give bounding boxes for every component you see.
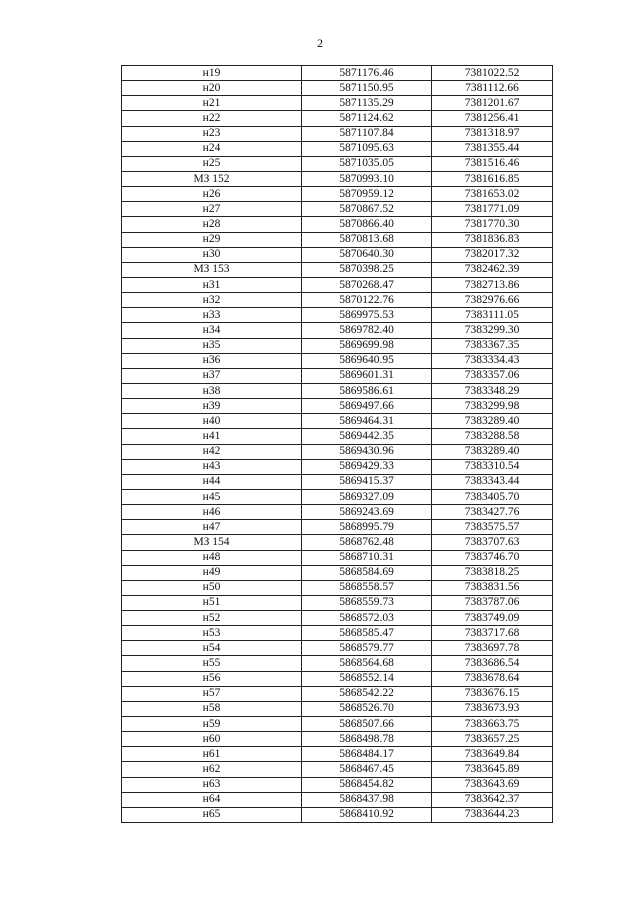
table-row [122, 353, 553, 368]
y-coordinate-cell: 7383288.58 [432, 429, 553, 444]
point-name-cell: н52 [122, 611, 302, 626]
y-coordinate-cell: 7383818.25 [432, 565, 553, 580]
point-name-cell: н57 [122, 686, 302, 701]
y-coordinate-cell: 7382976.66 [432, 293, 553, 308]
table-row [122, 338, 553, 353]
y-coordinate-cell: 7383575.57 [432, 520, 553, 535]
table-row [122, 505, 553, 520]
table-row [122, 232, 553, 247]
x-coordinate-cell: 5871035.05 [302, 156, 432, 171]
point-name-cell: н33 [122, 308, 302, 323]
table-row [122, 81, 553, 96]
table-row [122, 399, 553, 414]
point-name-cell: н65 [122, 807, 302, 822]
x-coordinate-cell: 5869586.61 [302, 383, 432, 398]
x-coordinate-cell: 5868437.98 [302, 792, 432, 807]
x-coordinate-cell: 5871124.62 [302, 111, 432, 126]
x-coordinate-cell: 5868585.47 [302, 626, 432, 641]
x-coordinate-cell: 5870867.52 [302, 202, 432, 217]
x-coordinate-cell: 5869699.98 [302, 338, 432, 353]
table-row [122, 792, 553, 807]
table-row [122, 686, 553, 701]
point-name-cell: МЗ 153 [122, 262, 302, 277]
x-coordinate-cell: 5869497.66 [302, 399, 432, 414]
x-coordinate-cell: 5870959.12 [302, 187, 432, 202]
y-coordinate-cell: 7383357.06 [432, 368, 553, 383]
point-name-cell: н28 [122, 217, 302, 232]
point-name-cell: н40 [122, 414, 302, 429]
y-coordinate-cell: 7383289.40 [432, 444, 553, 459]
y-coordinate-cell: 7383787.06 [432, 595, 553, 610]
y-coordinate-cell: 7381256.41 [432, 111, 553, 126]
y-coordinate-cell: 7383678.64 [432, 671, 553, 686]
y-coordinate-cell: 7383707.63 [432, 535, 553, 550]
y-coordinate-cell: 7381355.44 [432, 141, 553, 156]
point-name-cell: н37 [122, 368, 302, 383]
point-name-cell: н45 [122, 489, 302, 504]
point-name-cell: н41 [122, 429, 302, 444]
point-name-cell: н44 [122, 474, 302, 489]
x-coordinate-cell: 5869464.31 [302, 414, 432, 429]
point-name-cell: н35 [122, 338, 302, 353]
table-row [122, 565, 553, 580]
point-name-cell: н24 [122, 141, 302, 156]
y-coordinate-cell: 7383645.89 [432, 762, 553, 777]
y-coordinate-cell: 7381112.66 [432, 81, 553, 96]
y-coordinate-cell: 7383746.70 [432, 550, 553, 565]
x-coordinate-cell: 5871135.29 [302, 96, 432, 111]
x-coordinate-cell: 5871095.63 [302, 141, 432, 156]
y-coordinate-cell: 7383111.05 [432, 308, 553, 323]
y-coordinate-cell: 7382713.86 [432, 277, 553, 292]
x-coordinate-cell: 5868572.03 [302, 611, 432, 626]
coordinates-table [121, 65, 553, 823]
x-coordinate-cell: 5869601.31 [302, 368, 432, 383]
table-row [122, 96, 553, 111]
x-coordinate-cell: 5869243.69 [302, 505, 432, 520]
page-number: 2 [317, 36, 323, 50]
point-name-cell: н19 [122, 66, 302, 81]
coordinates-table-body [122, 66, 553, 823]
table-row [122, 611, 553, 626]
x-coordinate-cell: 5870268.47 [302, 277, 432, 292]
x-coordinate-cell: 5868410.92 [302, 807, 432, 822]
y-coordinate-cell: 7383831.56 [432, 580, 553, 595]
x-coordinate-cell: 5870122.76 [302, 293, 432, 308]
y-coordinate-cell: 7383717.68 [432, 626, 553, 641]
x-coordinate-cell: 5868526.70 [302, 701, 432, 716]
y-coordinate-cell: 7381616.85 [432, 171, 553, 186]
point-name-cell: н64 [122, 792, 302, 807]
table-row [122, 414, 553, 429]
x-coordinate-cell: 5868558.57 [302, 580, 432, 595]
table-row [122, 732, 553, 747]
table-row [122, 550, 553, 565]
x-coordinate-cell: 5868710.31 [302, 550, 432, 565]
table-row [122, 308, 553, 323]
point-name-cell: н43 [122, 459, 302, 474]
x-coordinate-cell: 5868564.68 [302, 656, 432, 671]
point-name-cell: н55 [122, 656, 302, 671]
x-coordinate-cell: 5868552.14 [302, 671, 432, 686]
x-coordinate-cell: 5869640.95 [302, 353, 432, 368]
x-coordinate-cell: 5868507.66 [302, 717, 432, 732]
x-coordinate-cell: 5868584.69 [302, 565, 432, 580]
y-coordinate-cell: 7383686.54 [432, 656, 553, 671]
table-row [122, 489, 553, 504]
y-coordinate-cell: 7383642.37 [432, 792, 553, 807]
x-coordinate-cell: 5870866.40 [302, 217, 432, 232]
y-coordinate-cell: 7383289.40 [432, 414, 553, 429]
x-coordinate-cell: 5868454.82 [302, 777, 432, 792]
table-row [122, 293, 553, 308]
point-name-cell: н46 [122, 505, 302, 520]
x-coordinate-cell: 5868467.45 [302, 762, 432, 777]
point-name-cell: н49 [122, 565, 302, 580]
x-coordinate-cell: 5871107.84 [302, 126, 432, 141]
table-row [122, 141, 553, 156]
table-row [122, 429, 553, 444]
x-coordinate-cell: 5868579.77 [302, 641, 432, 656]
y-coordinate-cell: 7383334.43 [432, 353, 553, 368]
point-name-cell: МЗ 152 [122, 171, 302, 186]
point-name-cell: н31 [122, 277, 302, 292]
table-row [122, 595, 553, 610]
x-coordinate-cell: 5868762.48 [302, 535, 432, 550]
table-row [122, 580, 553, 595]
point-name-cell: н39 [122, 399, 302, 414]
table-row [122, 111, 553, 126]
table-row [122, 701, 553, 716]
y-coordinate-cell: 7383299.30 [432, 323, 553, 338]
point-name-cell: н54 [122, 641, 302, 656]
point-name-cell: н51 [122, 595, 302, 610]
table-row [122, 459, 553, 474]
table-row [122, 323, 553, 338]
table-row [122, 626, 553, 641]
table-row [122, 126, 553, 141]
x-coordinate-cell: 5868559.73 [302, 595, 432, 610]
y-coordinate-cell: 7382462.39 [432, 262, 553, 277]
y-coordinate-cell: 7383657.25 [432, 732, 553, 747]
y-coordinate-cell: 7381770.30 [432, 217, 553, 232]
table-row [122, 535, 553, 550]
point-name-cell: н63 [122, 777, 302, 792]
table-row [122, 156, 553, 171]
point-name-cell: н58 [122, 701, 302, 716]
y-coordinate-cell: 7381318.97 [432, 126, 553, 141]
x-coordinate-cell: 5869782.40 [302, 323, 432, 338]
table-row [122, 641, 553, 656]
x-coordinate-cell: 5870640.30 [302, 247, 432, 262]
y-coordinate-cell: 7383644.23 [432, 807, 553, 822]
table-row [122, 777, 553, 792]
table-row [122, 217, 553, 232]
y-coordinate-cell: 7381771.09 [432, 202, 553, 217]
point-name-cell: н26 [122, 187, 302, 202]
point-name-cell: н25 [122, 156, 302, 171]
x-coordinate-cell: 5871176.46 [302, 66, 432, 81]
point-name-cell: н38 [122, 383, 302, 398]
y-coordinate-cell: 7383663.75 [432, 717, 553, 732]
y-coordinate-cell: 7383405.70 [432, 489, 553, 504]
x-coordinate-cell: 5869975.53 [302, 308, 432, 323]
point-name-cell: н30 [122, 247, 302, 262]
x-coordinate-cell: 5868498.78 [302, 732, 432, 747]
x-coordinate-cell: 5870993.10 [302, 171, 432, 186]
x-coordinate-cell: 5869415.37 [302, 474, 432, 489]
y-coordinate-cell: 7383367.35 [432, 338, 553, 353]
table-row [122, 66, 553, 81]
point-name-cell: н23 [122, 126, 302, 141]
table-row [122, 444, 553, 459]
point-name-cell: н32 [122, 293, 302, 308]
point-name-cell: н42 [122, 444, 302, 459]
y-coordinate-cell: 7383649.84 [432, 747, 553, 762]
point-name-cell: н47 [122, 520, 302, 535]
table-row [122, 262, 553, 277]
y-coordinate-cell: 7383348.29 [432, 383, 553, 398]
y-coordinate-cell: 7383299.98 [432, 399, 553, 414]
x-coordinate-cell: 5868484.17 [302, 747, 432, 762]
table-row [122, 368, 553, 383]
x-coordinate-cell: 5869430.96 [302, 444, 432, 459]
x-coordinate-cell: 5868995.79 [302, 520, 432, 535]
point-name-cell: н20 [122, 81, 302, 96]
table-row [122, 202, 553, 217]
point-name-cell: н56 [122, 671, 302, 686]
table-row [122, 277, 553, 292]
point-name-cell: н22 [122, 111, 302, 126]
y-coordinate-cell: 7382017.32 [432, 247, 553, 262]
point-name-cell: н29 [122, 232, 302, 247]
x-coordinate-cell: 5869429.33 [302, 459, 432, 474]
point-name-cell: н21 [122, 96, 302, 111]
x-coordinate-cell: 5869327.09 [302, 489, 432, 504]
y-coordinate-cell: 7381516.46 [432, 156, 553, 171]
point-name-cell: н34 [122, 323, 302, 338]
y-coordinate-cell: 7383697.78 [432, 641, 553, 656]
table-row [122, 247, 553, 262]
y-coordinate-cell: 7381836.83 [432, 232, 553, 247]
y-coordinate-cell: 7381653.02 [432, 187, 553, 202]
point-name-cell: н59 [122, 717, 302, 732]
point-name-cell: н61 [122, 747, 302, 762]
table-row [122, 383, 553, 398]
y-coordinate-cell: 7381022.52 [432, 66, 553, 81]
point-name-cell: н53 [122, 626, 302, 641]
y-coordinate-cell: 7383343.44 [432, 474, 553, 489]
x-coordinate-cell: 5870813.68 [302, 232, 432, 247]
y-coordinate-cell: 7383310.54 [432, 459, 553, 474]
table-row [122, 171, 553, 186]
point-name-cell: н60 [122, 732, 302, 747]
x-coordinate-cell: 5869442.35 [302, 429, 432, 444]
table-row [122, 747, 553, 762]
table-row [122, 187, 553, 202]
y-coordinate-cell: 7383673.93 [432, 701, 553, 716]
point-name-cell: н48 [122, 550, 302, 565]
point-name-cell: МЗ 154 [122, 535, 302, 550]
x-coordinate-cell: 5871150.95 [302, 81, 432, 96]
y-coordinate-cell: 7383643.69 [432, 777, 553, 792]
point-name-cell: н62 [122, 762, 302, 777]
point-name-cell: н36 [122, 353, 302, 368]
y-coordinate-cell: 7381201.67 [432, 96, 553, 111]
x-coordinate-cell: 5868542.22 [302, 686, 432, 701]
table-row [122, 671, 553, 686]
table-row [122, 474, 553, 489]
table-row [122, 520, 553, 535]
table-row [122, 656, 553, 671]
y-coordinate-cell: 7383676.15 [432, 686, 553, 701]
table-row [122, 762, 553, 777]
table-row [122, 807, 553, 822]
y-coordinate-cell: 7383749.09 [432, 611, 553, 626]
table-row [122, 717, 553, 732]
point-name-cell: н50 [122, 580, 302, 595]
point-name-cell: н27 [122, 202, 302, 217]
x-coordinate-cell: 5870398.25 [302, 262, 432, 277]
y-coordinate-cell: 7383427.76 [432, 505, 553, 520]
